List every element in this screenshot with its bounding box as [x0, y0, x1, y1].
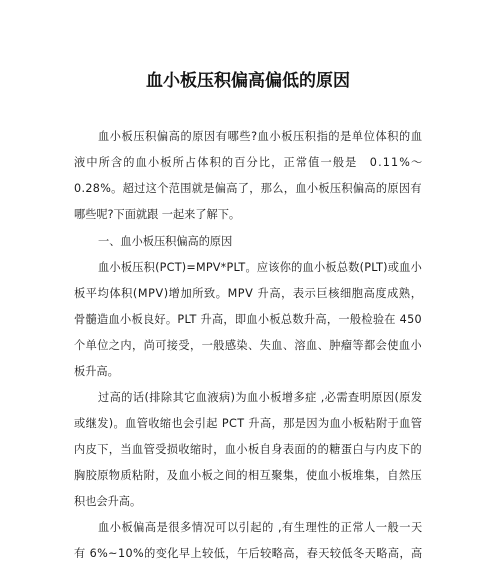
section-heading: 一、血小板压积偏高的原因 [98, 235, 233, 248]
body-text-line: 板升高。 [74, 365, 119, 378]
body-text-line: 或继发)。血管收缩也会引起 PCT 升高，那是因为血小板粘附于血管 [74, 417, 423, 430]
page-title: 血小板压积偏高偏低的原因 [146, 71, 350, 91]
body-text-line: 内皮下，当血管受损收缩时，血小板自身表面的的糖蛋白与内皮下的 [74, 443, 423, 456]
body-text-line: 血小板压积(PCT)=MPV*PLT。应该你的血小板总数(PLT)或血小 [98, 261, 423, 274]
body-text-line: 积也会升高。 [74, 495, 142, 508]
body-text-line: 个单位之内，尚可接受，一般感染、失血、溶血、肿瘤等都会使血小 [74, 339, 423, 352]
body-text-line: 过高的话(排除其它血液病)为血小板增多症 ,必需查明原因(原发 [98, 391, 423, 404]
body-text-line: 胸胶原物质粘附，及血小板之间的相互聚集，使血小板堆集，自然压 [74, 469, 423, 482]
body-text-line: 有 6%~10%的变化早上较低，午后较略高，春天较低冬天略高，高 [74, 547, 423, 560]
body-text-line: 液中所含的血小板所占体积的百分比，正常值一般是 0.11%～ [74, 156, 424, 169]
body-text-line: 血小板压积偏高的原因有哪些?血小板压积指的是单位体积的血 [98, 130, 423, 143]
body-text-line: 哪些呢?下面就跟 一起来了解下。 [74, 208, 241, 221]
body-text-line: 0.28%。超过这个范围就是偏高了，那么，血小板压积偏高的原因有 [74, 182, 422, 195]
body-text-line: 血小板偏高是很多情况可以引起的 ,有生理性的正常人一般一天 [98, 521, 423, 534]
body-text-line: 板平均体积(MPV)增加所致。MPV 升高，表示巨核细胞高度成熟， [74, 287, 423, 300]
body-text-line: 骨髓造血小板良好。PLT 升高，即血小板总数升高，一般检验在 450 [74, 313, 422, 326]
